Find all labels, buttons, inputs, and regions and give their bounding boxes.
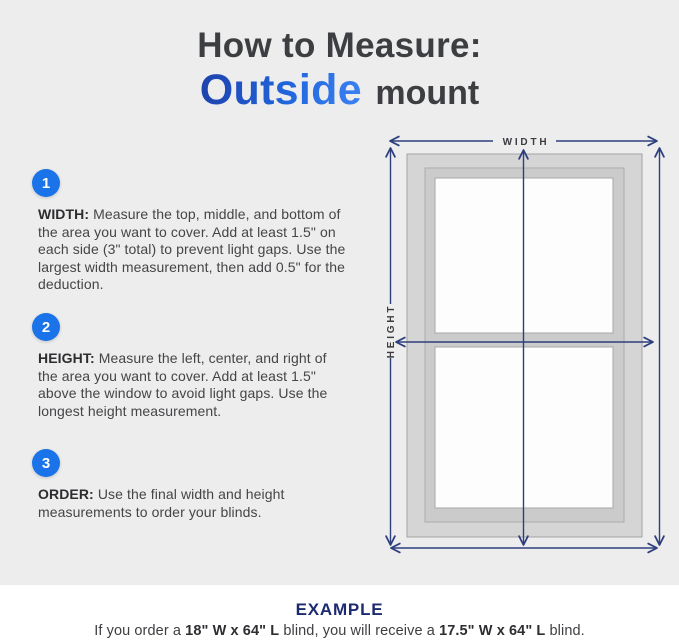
step-item-height <box>32 313 362 420</box>
example-text <box>0 623 679 640</box>
header <box>0 28 679 112</box>
step-3-body: Use the final width and height measurements to order your blinds. <box>38 486 285 520</box>
example-section <box>0 585 679 644</box>
step-3-label: ORDER: <box>38 486 94 502</box>
title-suffix-mount: mount <box>375 73 480 112</box>
example-ordered-size: 18" W x 64" L <box>185 622 280 639</box>
window-measure-diagram <box>378 128 674 560</box>
step-2-number-badge: 2 <box>32 313 60 341</box>
width-label-group <box>493 133 556 149</box>
step-1-label: WIDTH: <box>38 206 90 222</box>
height-label-group <box>386 304 397 359</box>
width-label: WIDTH <box>502 137 550 148</box>
step-3-number-badge: 3 <box>32 449 60 477</box>
example-prefix: If you order a <box>94 622 186 639</box>
step-1-number-badge: 1 <box>32 169 60 197</box>
height-label: HEIGHT <box>386 303 397 359</box>
example-received-size: 17.5" W x 64" L <box>439 622 546 639</box>
window-illustration <box>407 154 642 537</box>
step-2-label: HEIGHT: <box>38 350 95 366</box>
step-2-body: Measure the left, center, and right of the area you want to cover. Add at least 1.5" above the window to avoid light gaps. Use the longest height measurement. <box>38 350 328 419</box>
step-3-text <box>38 486 350 521</box>
step-1-text <box>38 206 350 294</box>
step-2-text <box>38 350 350 420</box>
step-item-order <box>32 449 362 521</box>
example-heading: EXAMPLE <box>295 600 384 619</box>
step-item-width <box>32 169 362 294</box>
step-1-body: Measure the top, middle, and bottom of the area you want to cover. Add at least 1.5" on each side (3" total) to prevent light gaps. Use the largest width measurement, then add 0.5" for the deduction. <box>38 206 346 293</box>
page-subtitle <box>0 65 679 114</box>
title-highlight-outside: Outside <box>199 65 362 114</box>
example-suffix: blind. <box>545 622 585 639</box>
page-title: How to Measure: <box>197 26 482 65</box>
example-middle: blind, you will receive a <box>279 622 440 639</box>
